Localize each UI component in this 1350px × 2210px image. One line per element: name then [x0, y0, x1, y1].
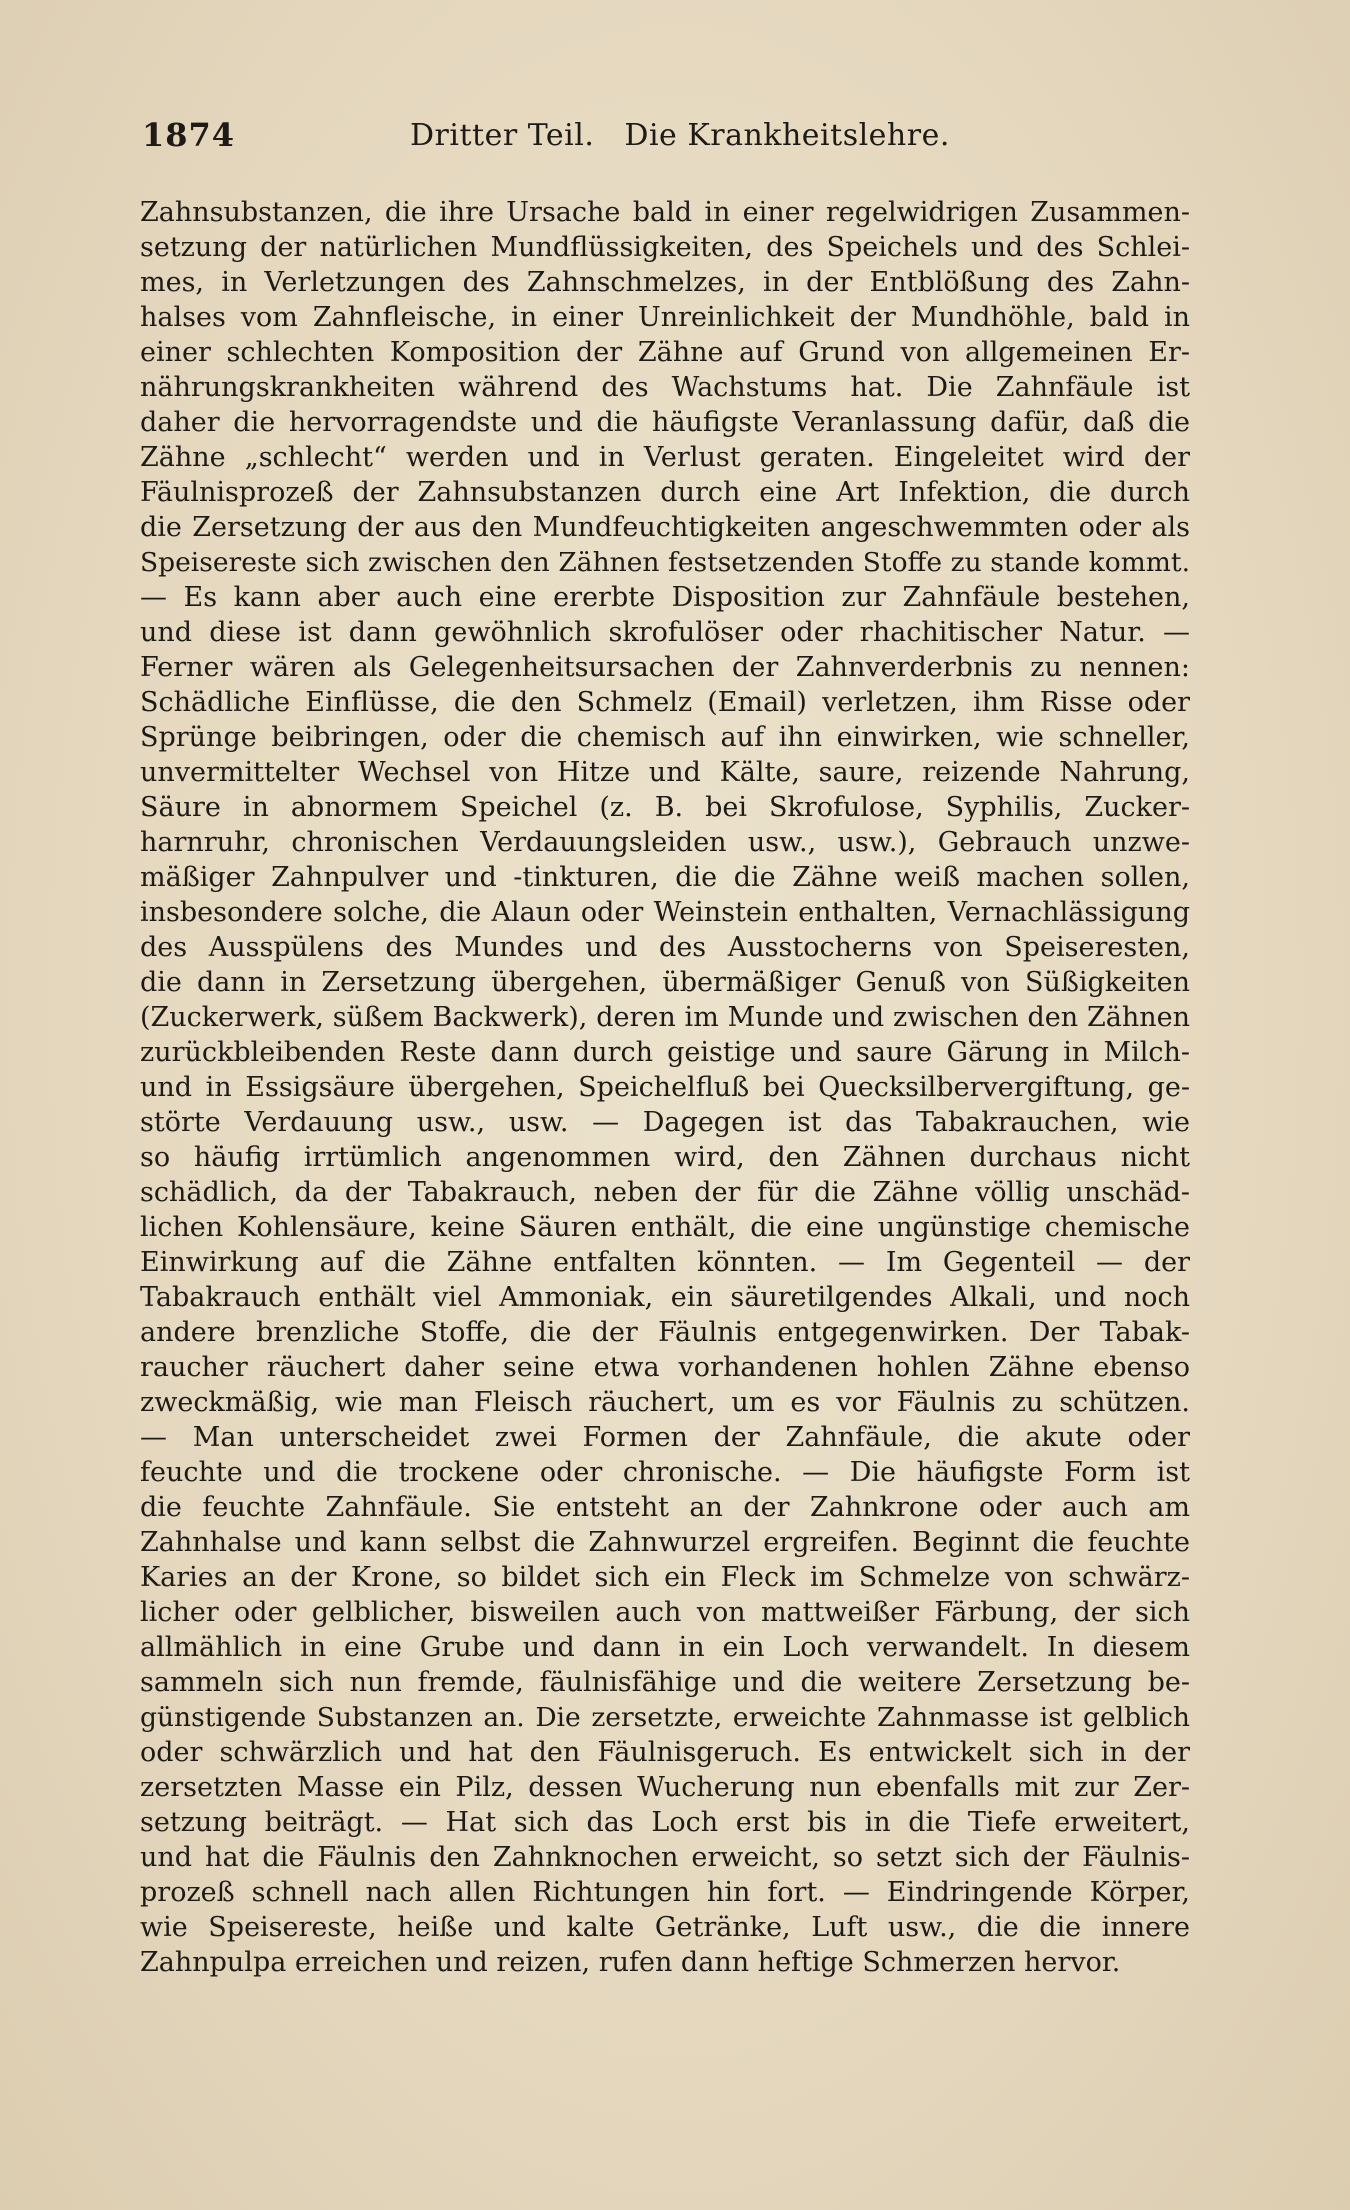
page-header: [142, 116, 1192, 166]
text-line: zurückbleibenden Reste dann durch geistige und saure Gärung in Milch-: [140, 1037, 1190, 1068]
text-line: Zahnhalse und kann selbst die Zahnwurzel ergreifen. Beginnt die feuchte: [140, 1527, 1190, 1558]
page-number: 1874: [142, 116, 236, 154]
text-line: Einwirkung auf die Zähne entfalten könnten. — Im Gegenteil — der: [140, 1247, 1190, 1278]
text-line: setzung der natürlichen Mundflüssigkeiten, des Speichels und des Schlei-: [140, 232, 1190, 263]
text-line: raucher räuchert daher seine etwa vorhandenen hohlen Zähne ebenso: [140, 1352, 1190, 1383]
text-line: licher oder gelblicher, bisweilen auch von mattweißer Färbung, der sich: [140, 1597, 1190, 1628]
text-line: Speisereste sich zwischen den Zähnen festsetzenden Stoffe zu stande kommt.: [140, 547, 1190, 578]
body-text: [140, 195, 1190, 1980]
text-line: so häufig irrtümlich angenommen wird, den Zähnen durchaus nicht: [140, 1142, 1190, 1173]
text-line: Tabakrauch enthält viel Ammoniak, ein säuretilgendes Alkali, und noch: [140, 1282, 1190, 1313]
text-line: — Es kann aber auch eine ererbte Disposition zur Zahnfäule bestehen,: [140, 582, 1190, 613]
running-head: [410, 118, 950, 153]
text-line: Sprünge beibringen, oder die chemisch auf ihn einwirken, wie schneller,: [140, 722, 1190, 753]
text-line: — Man unterscheidet zwei Formen der Zahnfäule, die akute oder: [140, 1422, 1190, 1453]
text-line: die Zersetzung der aus den Mundfeuchtigkeiten angeschwemmten oder als: [140, 512, 1190, 543]
text-line: setzung beiträgt. — Hat sich das Loch erst bis in die Tiefe erweitert,: [140, 1807, 1190, 1838]
text-line: zweckmäßig, wie man Fleisch räuchert, um es vor Fäulnis zu schützen.: [140, 1387, 1190, 1418]
text-line: prozeß schnell nach allen Richtungen hin fort. — Eindringende Körper,: [140, 1877, 1190, 1908]
text-line: die feuchte Zahnfäule. Sie entsteht an der Zahnkrone oder auch am: [140, 1492, 1190, 1523]
text-line: mes, in Verletzungen des Zahnschmelzes, in der Entblößung des Zahn-: [140, 267, 1190, 298]
text-line: und diese ist dann gewöhnlich skrofulöser oder rhachitischer Natur. —: [140, 617, 1190, 648]
text-line: die dann in Zersetzung übergehen, übermäßiger Genuß von Süßigkeiten: [140, 967, 1190, 998]
text-line: (Zuckerwerk, süßem Backwerk), deren im Munde und zwischen den Zähnen: [140, 1002, 1190, 1033]
text-line: lichen Kohlensäure, keine Säuren enthält, die eine ungünstige chemische: [140, 1212, 1190, 1243]
text-line: Zahnsubstanzen, die ihre Ursache bald in einer regelwidrigen Zusammen-: [140, 197, 1190, 228]
text-line: einer schlechten Komposition der Zähne auf Grund von allgemeinen Er-: [140, 337, 1190, 368]
text-line: insbesondere solche, die Alaun oder Weinstein enthalten, Vernachlässigung: [140, 897, 1190, 928]
text-line: Zähne „schlecht“ werden und in Verlust geraten. Eingeleitet wird der: [140, 442, 1190, 473]
text-line: schädlich, da der Tabakrauch, neben der für die Zähne völlig unschäd-: [140, 1177, 1190, 1208]
running-head-part: Dritter Teil.: [410, 118, 595, 153]
text-line: und in Essigsäure übergehen, Speichelfluß bei Quecksilbervergiftung, ge-: [140, 1072, 1190, 1103]
text-line: halses vom Zahnfleische, in einer Unreinlichkeit der Mundhöhle, bald in: [140, 302, 1190, 333]
text-line: störte Verdauung usw., usw. — Dagegen ist das Tabakrauchen, wie: [140, 1107, 1190, 1138]
running-head-title: Die Krankheitslehre.: [624, 118, 950, 153]
text-line: feuchte und die trockene oder chronische. — Die häufigste Form ist: [140, 1457, 1190, 1488]
text-line: nährungskrankheiten während des Wachstums hat. Die Zahnfäule ist: [140, 372, 1190, 403]
text-line: unvermittelter Wechsel von Hitze und Kälte, saure, reizende Nahrung,: [140, 757, 1190, 788]
text-line: daher die hervorragendste und die häufigste Veranlassung dafür, daß die: [140, 407, 1190, 438]
text-line: andere brenzliche Stoffe, die der Fäulnis entgegenwirken. Der Tabak-: [140, 1317, 1190, 1348]
text-line: harnruhr, chronischen Verdauungsleiden usw., usw.), Gebrauch unzwe-: [140, 827, 1190, 858]
text-line: zersetzten Masse ein Pilz, dessen Wucherung nun ebenfalls mit zur Zer-: [140, 1772, 1190, 1803]
text-line: allmählich in eine Grube und dann in ein Loch verwandelt. In diesem: [140, 1632, 1190, 1663]
text-line: günstigende Substanzen an. Die zersetzte, erweichte Zahnmasse ist gelblich: [140, 1702, 1190, 1733]
text-line: Zahnpulpa erreichen und reizen, rufen dann heftige Schmerzen hervor.: [140, 1947, 1121, 1978]
text-line: Fäulnisprozeß der Zahnsubstanzen durch eine Art Infektion, die durch: [140, 477, 1190, 508]
text-line: oder schwärzlich und hat den Fäulnisgeruch. Es entwickelt sich in der: [140, 1737, 1190, 1768]
text-line: Ferner wären als Gelegenheitsursachen der Zahnverderbnis zu nennen:: [140, 652, 1190, 683]
text-line: und hat die Fäulnis den Zahnknochen erweicht, so setzt sich der Fäulnis-: [140, 1842, 1190, 1873]
text-line: wie Speisereste, heiße und kalte Getränke, Luft usw., die die innere: [140, 1912, 1190, 1943]
text-line: mäßiger Zahnpulver und -tinkturen, die die Zähne weiß machen sollen,: [140, 862, 1190, 893]
text-line: Schädliche Einflüsse, die den Schmelz (Email) verletzen, ihm Risse oder: [140, 687, 1190, 718]
text-line: des Ausspülens des Mundes und des Ausstocherns von Speiseresten,: [140, 932, 1190, 963]
text-line: Karies an der Krone, so bildet sich ein Fleck im Schmelze von schwärz-: [140, 1562, 1190, 1593]
text-line: sammeln sich nun fremde, fäulnisfähige und die weitere Zersetzung be-: [140, 1667, 1190, 1698]
text-line: Säure in abnormem Speichel (z. B. bei Skrofulose, Syphilis, Zucker-: [140, 792, 1190, 823]
